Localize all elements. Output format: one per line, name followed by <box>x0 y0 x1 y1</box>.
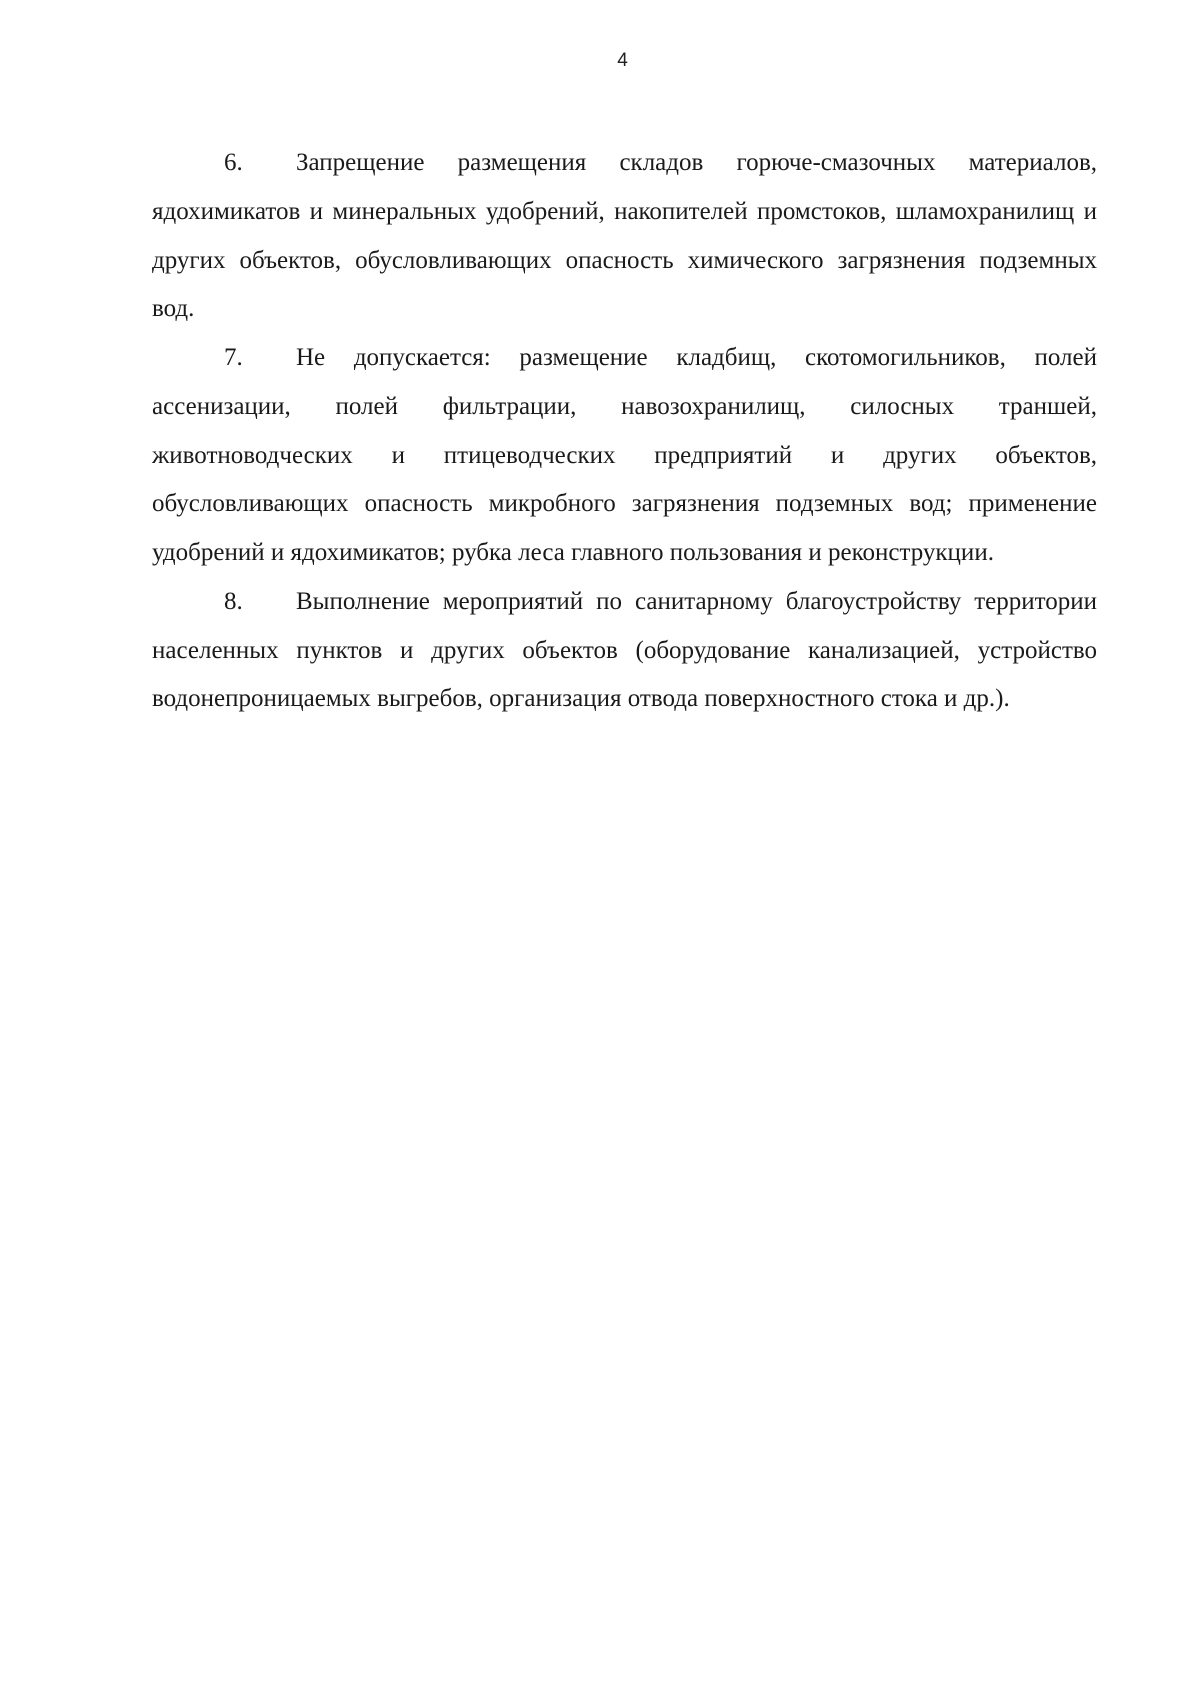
paragraph-number: 6. <box>224 149 243 176</box>
paragraph-text: Запрещение размещения складов горюче-смазочных материалов, ядохимикатов и минеральных удобрений, накопителей промстоков, шламохранилищ и других объектов, обусловливающих опасность химического загрязнения подземных вод. <box>152 149 1097 323</box>
paragraph-text: Выполнение мероприятий по санитарному благоустройству территории населенных пунктов и других объектов (оборудование канализацией, устройство водонепроницаемых выгребов, организация отвода поверхностного стока и др.). <box>152 587 1097 713</box>
paragraph-text: Не допускается: размещение кладбищ, скотомогильников, полей ассенизации, полей фильтрации, навозохранилищ, силосных траншей, животноводческих и птицеводческих предприятий и других объектов, обусловливающих опасность микробного загрязнения подземных вод; применение удобрений и ядохимикатов; рубка леса главного пользования и реконструкции. <box>152 344 1097 566</box>
page-number: 4 <box>617 50 628 71</box>
paragraph-number: 7. <box>224 344 243 371</box>
paragraph-number: 8. <box>224 587 243 615</box>
paragraph-6 <box>152 139 1097 334</box>
paragraph-8 <box>152 578 1097 724</box>
paragraph-7 <box>152 334 1097 578</box>
document-body <box>152 139 1097 724</box>
